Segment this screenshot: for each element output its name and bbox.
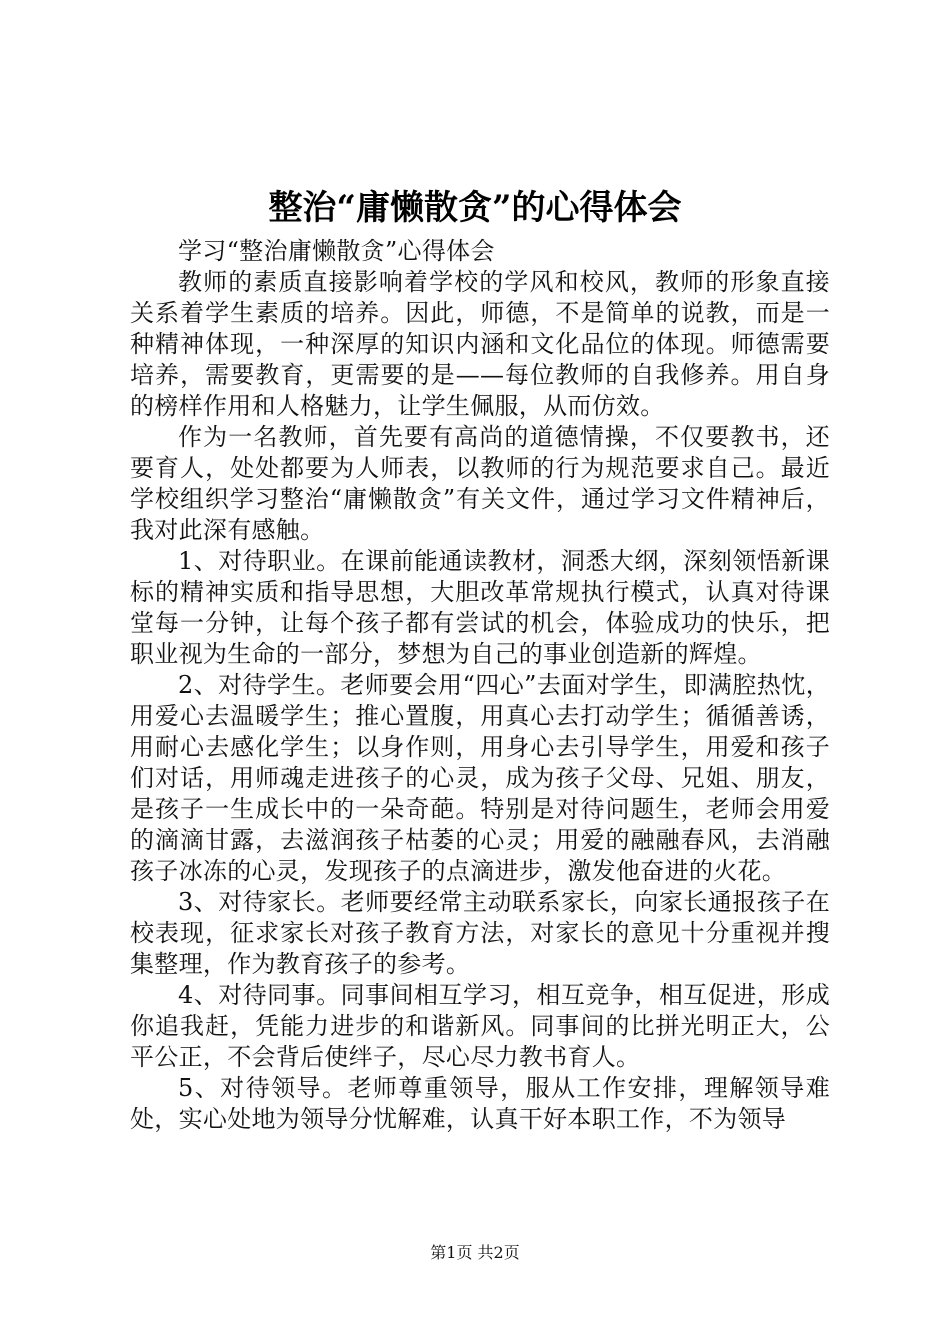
paragraph: 5、对待领导。老师尊重领导，服从工作安排，理解领导难处，实心处地为领导分忧解难，认真干好本职工作，不为领导 — [130, 1074, 830, 1133]
paragraph: 教师的素质直接影响着学校的学风和校风，教师的形象直接关系着学生素质的培养。因此，师德，不是简单的说教，而是一种精神体现，一种深厚的知识内涵和文化品位的体现。师德需要培养，需要教育，更需要的是——每位教师的自我修养。用自身的榜样作用和人格魅力，让学生佩服，从而仿效。 — [130, 268, 830, 420]
paragraph-subtitle: 学习“整治庸懒散贪”心得体会 — [178, 237, 495, 265]
paragraph: 1、对待职业。在课前能通读教材，洞悉大纲，深刻领悟新课标的精神实质和指导思想，大胆改革常规执行模式，认真对待课堂每一分钟，让每个孩子都有尝试的机会，体验成功的快乐，把职业视为生命的一部分，梦想为自己的事业创造新的辉煌。 — [130, 547, 830, 668]
paragraph: 2、对待学生。老师要会用“四心”去面对学生，即满腔热忱，用爱心去温暖学生；推心置腹，用真心去打动学生；循循善诱，用耐心去感化学生；以身作则，用身心去引导学生，用爱和孩子们对话，用师魂走进孩子的心灵，成为孩子父母、兄姐、朋友，是孩子一生成长中的一朵奇葩。特别是对待问题生，老师会用爱的滴滴甘露，去滋润孩子枯萎的心灵；用爱的融融春风，去消融孩子冰冻的心灵，发现孩子的点滴进步，激发他奋进的火花。 — [130, 671, 830, 885]
document-body — [130, 236, 830, 1135]
paragraph: 3、对待家长。老师要经常主动联系家长，向家长通报孩子在校表现，征求家长对孩子教育方法，对家长的意见十分重视并搜集整理，作为教育孩子的参考。 — [130, 888, 830, 978]
paragraph: 4、对待同事。同事间相互学习，相互竞争，相互促进，形成你追我赶，凭能力进步的和谐新风。同事间的比拼光明正大，公平公正，不会背后使绊子，尽心尽力教书育人。 — [130, 981, 830, 1071]
document-title: 整治“庸懒散贪”的心得体会 — [268, 188, 682, 228]
paragraph: 作为一名教师，首先要有高尚的道德情操，不仅要教书，还要育人，处处都要为人师表，以教师的行为规范要求自己。最近学校组织学习整治“庸懒散贪”有关文件，通过学习文件精神后，我对此深有感触。 — [130, 423, 830, 544]
page-footer: 第1页 共2页 — [430, 1243, 520, 1262]
